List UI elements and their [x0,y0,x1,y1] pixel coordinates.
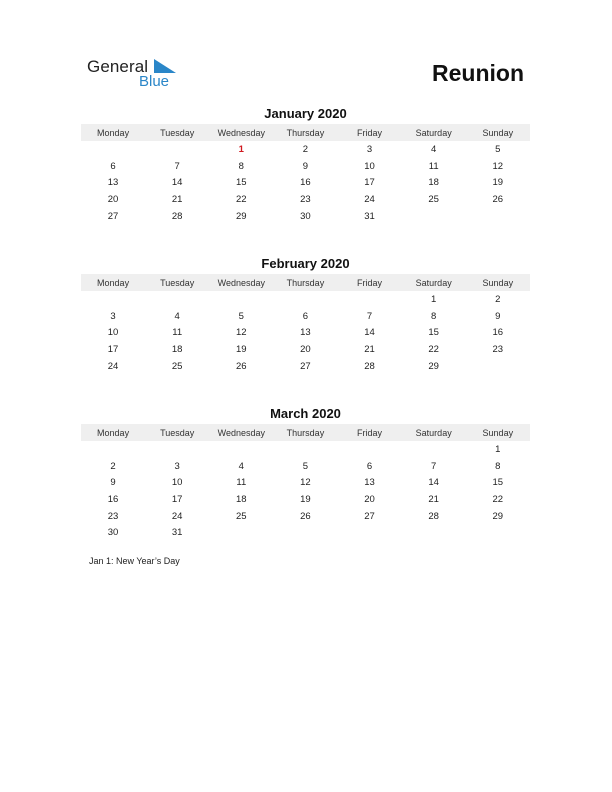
weekday-label: Wednesday [217,127,265,138]
day-cell: 24 [171,510,183,522]
day-cell: 29 [236,210,247,222]
day-cell: 2 [110,460,116,472]
day-cell: 16 [300,177,311,189]
day-cell: 27 [364,510,375,522]
weekday-label: Friday [357,277,383,288]
day-cell: 10 [364,160,375,172]
day-cell: 5 [302,460,309,472]
weekday-label: Sunday [482,427,514,438]
weekday-label: Saturday [415,427,452,438]
day-cell: 23 [492,343,504,355]
week-row [81,524,530,541]
day-cell: 15 [492,477,504,489]
weekday-label: Monday [97,127,130,138]
day-cell: 21 [171,193,183,205]
weekday-label: Tuesday [160,277,195,288]
day-cell: 1 [495,443,501,455]
day-cell: 17 [364,177,375,189]
day-cell: 23 [300,193,311,205]
day-cell: 30 [107,527,119,539]
month-grid [81,141,530,224]
day-cell: 18 [171,343,183,355]
day-cell: 22 [428,343,439,355]
week-row [81,458,530,475]
day-cell: 14 [364,327,375,339]
day-cell: 29 [492,510,504,522]
holiday-note: Jan 1: New Year’s Day [89,556,180,566]
weekday-label: Thursday [286,277,325,288]
weekday-label: Tuesday [160,127,195,138]
day-cell: 10 [107,327,119,339]
weekday-label: Wednesday [217,277,265,288]
day-cell: 18 [236,493,247,505]
day-cell: 9 [110,477,116,489]
day-cell: 18 [428,177,439,189]
day-cell: 31 [364,210,375,222]
day-cell: 4 [431,143,437,155]
day-cell: 5 [238,310,244,322]
weekday-label: Sunday [482,127,514,138]
day-cell: 1 [431,293,437,305]
day-cell: 30 [300,210,311,222]
logo-blue-text: Blue [139,73,170,90]
day-cell: 19 [236,343,247,355]
day-cell: 2 [302,143,309,155]
day-cell: 20 [364,493,375,505]
day-cell: 31 [171,527,183,539]
logo-flag-icon [154,59,176,73]
month-grid [81,291,530,374]
day-cell: 12 [236,327,247,339]
week-row [81,208,530,225]
day-cell: 11 [428,160,439,172]
day-cell: 26 [492,193,504,205]
country-title: Reunion [432,60,524,86]
day-cell: 17 [107,343,119,355]
month-title: March 2020 [270,406,341,421]
day-cell: 2 [495,293,501,305]
day-cell: 29 [428,360,439,372]
day-cell: 21 [428,493,439,505]
day-cell: 4 [238,460,244,472]
day-cell: 15 [236,177,247,189]
day-cell: 6 [366,460,373,472]
day-cell: 12 [492,160,504,172]
month-january [81,106,530,224]
weekday-label: Saturday [415,127,452,138]
day-cell: 4 [174,310,180,322]
month-grid [81,441,530,541]
week-row [81,291,530,308]
day-cell: 22 [492,493,504,505]
day-cell: 21 [364,343,375,355]
weekday-label: Friday [357,127,383,138]
day-cell: 3 [366,143,373,155]
day-cell: 25 [171,360,183,372]
week-row [81,358,530,375]
month-title: February 2020 [261,256,350,271]
day-cell: 23 [107,510,119,522]
week-row [81,474,530,491]
day-cell: 22 [236,193,247,205]
day-cell: 8 [238,160,244,172]
day-cell: 24 [364,193,375,205]
day-cell: 14 [171,177,183,189]
weekday-label: Monday [97,277,130,288]
week-row [81,158,530,175]
week-row [81,324,530,341]
generalblue-logo [87,57,187,91]
logo-general-text: General [87,57,149,76]
holiday-notes [89,556,180,566]
day-cell: 11 [236,477,247,489]
day-cell: 6 [302,310,309,322]
week-row [81,491,530,508]
day-cell: 7 [366,310,373,322]
weekday-label: Friday [357,427,383,438]
weekday-label: Tuesday [160,427,195,438]
day-cell: 25 [236,510,247,522]
day-cell: 1 [238,143,244,155]
week-row [81,141,530,158]
day-cell: 6 [110,160,116,172]
day-cell: 16 [492,327,504,339]
weekday-label: Sunday [482,277,514,288]
weekday-label: Wednesday [217,427,265,438]
day-cell: 27 [300,360,311,372]
week-row [81,441,530,458]
day-cell: 26 [236,360,247,372]
weekday-label: Thursday [286,427,325,438]
day-cell: 19 [300,493,311,505]
day-cell: 28 [171,210,183,222]
month-title: January 2020 [264,106,347,121]
day-cell: 14 [428,477,439,489]
weekday-header [81,274,530,291]
week-row [81,508,530,525]
week-row [81,174,530,191]
month-march [81,406,530,541]
weekday-header [81,424,530,441]
day-cell: 24 [107,360,119,372]
day-cell: 8 [495,460,501,472]
day-cell: 5 [495,143,501,155]
day-cell: 28 [428,510,439,522]
weekday-label: Thursday [286,127,325,138]
day-cell: 7 [174,160,180,172]
day-cell: 11 [172,327,183,339]
day-cell: 20 [107,193,119,205]
day-cell: 15 [428,327,439,339]
weekday-header [81,124,530,141]
day-cell: 27 [107,210,119,222]
day-cell: 16 [107,493,119,505]
day-cell: 9 [495,310,501,322]
weekday-label: Saturday [415,277,452,288]
day-cell: 13 [300,327,311,339]
day-cell: 10 [171,477,183,489]
day-cell: 13 [107,177,119,189]
day-cell: 17 [171,493,183,505]
day-cell: 26 [300,510,311,522]
day-cell: 12 [300,477,311,489]
day-cell: 19 [492,177,504,189]
day-cell: 13 [364,477,375,489]
day-cell: 3 [174,460,180,472]
week-row [81,341,530,358]
day-cell: 20 [300,343,311,355]
week-row [81,308,530,325]
weekday-label: Monday [97,427,130,438]
day-cell: 9 [302,160,309,172]
day-cell: 8 [431,310,437,322]
day-cell: 28 [364,360,375,372]
day-cell: 25 [428,193,439,205]
day-cell: 7 [431,460,437,472]
day-cell: 3 [110,310,116,322]
week-row [81,191,530,208]
month-february [81,256,530,374]
